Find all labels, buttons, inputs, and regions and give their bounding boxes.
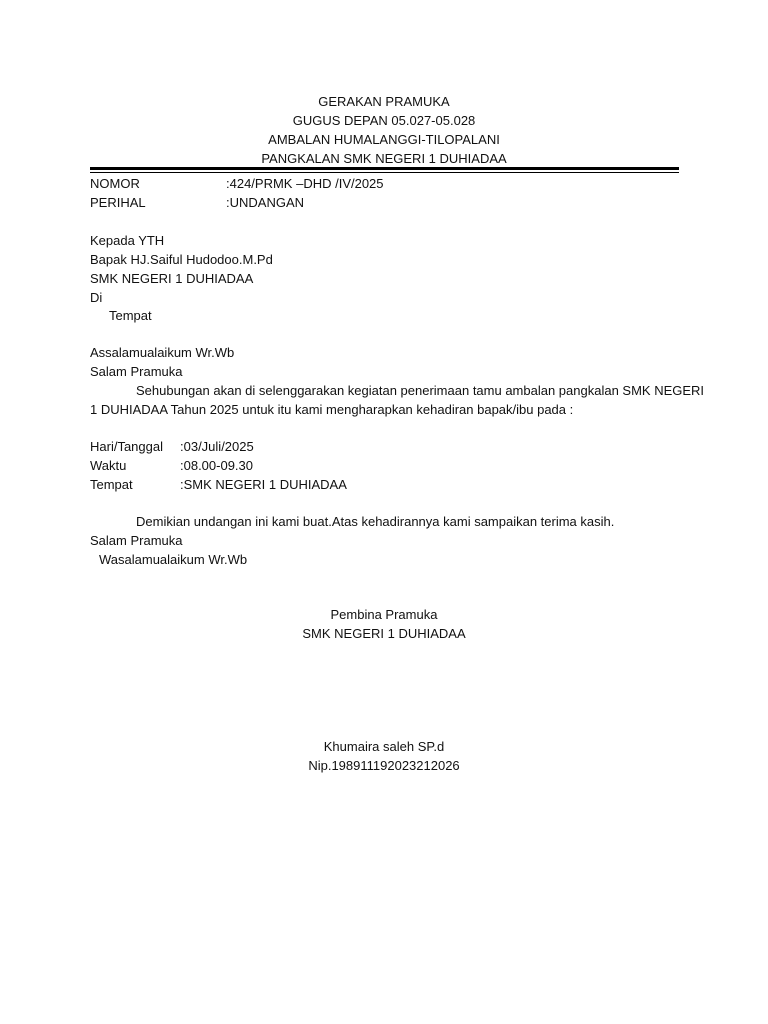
greeting-assalamualaikum: Assalamualaikum Wr.Wb [90,345,235,360]
signature-nip: Nip.198911192023212026 [308,758,460,773]
letterhead-divider-thick [90,167,679,170]
hari-tanggal-value: :03/Juli/2025 [180,439,254,454]
body-paragraph-line-1: Sehubungan akan di selenggarakan kegiatan penerimaan tamu ambalan pangkalan SMK NEGERI [136,383,705,398]
recipient-tempat: Tempat [109,308,152,323]
letterhead-pangkalan: PANGKALAN SMK NEGERI 1 DUHIADAA [261,151,507,166]
signature-name: Khumaira saleh SP.d [323,739,445,754]
waktu-label: Waktu [90,458,127,473]
closing-paragraph: Demikian undangan ini kami buat.Atas kehadirannya kami sampaikan terima kasih. [136,514,615,529]
recipient-institution: SMK NEGERI 1 DUHIADAA [90,271,254,286]
letterhead-org: GERAKAN PRAMUKA [318,94,450,109]
nomor-value: :424/PRMK –DHD /IV/2025 [226,176,384,191]
waktu-value: :08.00-09.30 [180,458,254,473]
letterhead-gugus-depan: GUGUS DEPAN 05.027-05.028 [292,113,476,128]
recipient-name: Bapak HJ.Saiful Hudodoo.M.Pd [90,252,273,267]
closing-salam-pramuka: Salam Pramuka [90,533,183,548]
perihal-value: :UNDANGAN [226,195,305,210]
closing-wasalamualaikum: Wasalamualaikum Wr.Wb [99,552,248,567]
perihal-label: PERIHAL [90,195,146,210]
recipient-di: Di [90,290,103,305]
signature-role: Pembina Pramuka [330,607,438,622]
hari-tanggal-label: Hari/Tanggal [90,439,163,454]
letterhead-divider-thin [90,172,679,173]
signature-institution: SMK NEGERI 1 DUHIADAA [302,626,466,641]
tempat-label: Tempat [90,477,133,492]
nomor-label: NOMOR [90,176,140,191]
tempat-value: :SMK NEGERI 1 DUHIADAA [180,477,347,492]
recipient-salutation: Kepada YTH [90,233,165,248]
body-paragraph-line-2: 1 DUHIADAA Tahun 2025 untuk itu kami mengharapkan kehadiran bapak/ibu pada : [90,402,574,417]
letterhead-ambalan: AMBALAN HUMALANGGI-TILOPALANI [268,132,500,147]
greeting-salam-pramuka: Salam Pramuka [90,364,183,379]
